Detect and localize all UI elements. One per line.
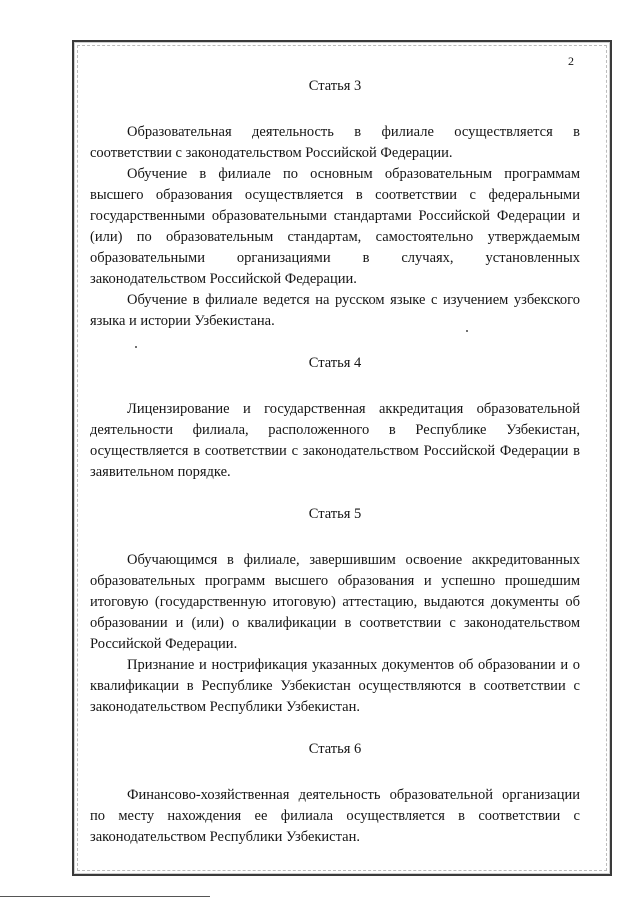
- scan-speck: [135, 346, 137, 348]
- article-5-heading: Статья 5: [308, 506, 362, 522]
- article-6: [90, 739, 580, 848]
- page-number: 2: [568, 54, 574, 68]
- footer-rule: [0, 896, 210, 897]
- article-3-paragraph-1: Образовательная деятельность в филиале осуществляется в соответствии с законодательством Российской Федерации.: [90, 124, 580, 161]
- scan-speck: [466, 330, 468, 332]
- article-6-heading: Статья 6: [308, 741, 362, 757]
- article-4: [90, 353, 580, 483]
- article-6-paragraph-1: Финансово-хозяйственная деятельность образовательной организации по месту нахождения ее филиала осуществляется в соответствии с законодательством Республики Узбекистан.: [90, 787, 580, 845]
- article-3: [90, 76, 580, 332]
- article-3-heading: Статья 3: [308, 78, 362, 94]
- article-5-paragraph-1: Обучающимся в филиале, завершившим освоение аккредитованных образовательных программ высшего образования и успешно прошедшим итоговую (государственную итоговую) аттестацию, выдаются документы об образовании и (или) о квалификации в соответствии с законодательством Российской Федерации.: [90, 552, 580, 652]
- page-frame: [72, 40, 612, 876]
- article-5: [90, 504, 580, 718]
- article-5-paragraph-2: Признание и нострификация указанных документов об образовании и о квалификации в Республике Узбекистан осуществляются в соответствии с законодательством Республики Узбекистан.: [90, 657, 580, 715]
- document-body: [90, 76, 580, 848]
- article-4-heading: Статья 4: [308, 355, 362, 371]
- article-3-paragraph-2: Обучение в филиале по основным образовательным программам высшего образования осуществляется в соответствии с федеральными государственными образовательными стандартами Российской Федерации и (или) по образовательным стандартам, самостоятельно утверждаемым образовательными организациями в случаях, установленных законодательством Российской Федерации.: [90, 166, 580, 287]
- article-4-paragraph-1: Лицензирование и государственная аккредитация образовательной деятельности филиала, расположенного в Республике Узбекистан, осуществляется в соответствии с законодательством Российской Федерации в заявительном порядке.: [90, 401, 580, 480]
- article-3-paragraph-3: Обучение в филиале ведется на русском языке с изучением узбекского языка и истории Узбекистана.: [90, 292, 580, 329]
